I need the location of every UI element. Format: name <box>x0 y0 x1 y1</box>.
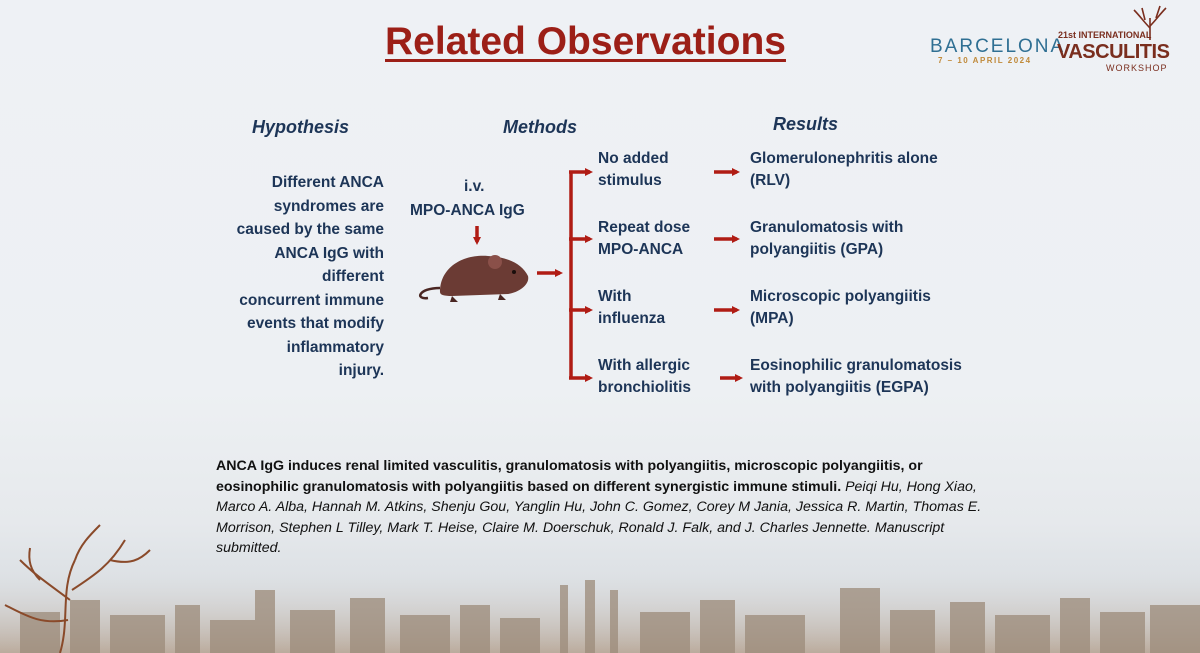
logo-name: VASCULITIS <box>1057 41 1170 63</box>
slide-title: Related Observations <box>385 20 786 63</box>
logo-dates: 7 – 10 APRIL 2024 <box>938 56 1032 65</box>
method-row-3 <box>598 286 665 330</box>
hypothesis-line: syndromes are <box>273 197 384 215</box>
logo-city: BARCELONA <box>930 36 1066 57</box>
result-row-3 <box>750 286 931 330</box>
result-line: polyangiitis (GPA) <box>750 241 884 258</box>
header-methods: Methods <box>503 117 577 137</box>
hypothesis-line: inflammatory <box>286 338 384 356</box>
hypothesis-line: concurrent immune <box>239 291 384 309</box>
logo-sub: WORKSHOP <box>1106 63 1168 73</box>
result-line: Microscopic polyangiitis <box>750 288 931 305</box>
logo-ordinal: 21st INTERNATIONAL <box>1058 30 1152 40</box>
mouse-icon <box>420 255 528 302</box>
hypothesis-line: injury. <box>338 362 384 379</box>
method-row-4 <box>598 355 691 399</box>
hypothesis-line: Different ANCA <box>271 174 384 191</box>
method-line: influenza <box>598 310 666 327</box>
result-line: (RLV) <box>750 172 791 189</box>
hypothesis-line: caused by the same <box>236 221 384 238</box>
hypothesis-line: different <box>322 268 384 285</box>
method-line: With allergic <box>598 357 691 374</box>
result-line: Eosinophilic granulomatosis <box>750 357 962 374</box>
citation <box>216 456 986 559</box>
method-line: With <box>598 288 632 305</box>
method-row-2 <box>598 217 690 261</box>
result-line: Glomerulonephritis alone <box>750 150 938 167</box>
method-line: No added <box>598 150 669 167</box>
hypothesis-line: events that modify <box>247 315 384 332</box>
result-row-4 <box>750 355 962 399</box>
result-line: (MPA) <box>750 310 794 327</box>
citation-authors: Peiqi Hu, Hong Xiao, Marco A. Alba, Hannah M. Atkins, Shenju Gou, Yanglin Hu, John C. Gomez, Corey M Jania, Jessica R. Martin, Thomas E. Morrison, Stephen L Tilley, Mark T. Heise, Claire M. Doerschuk, Ronald J. Falk, and J. Charles Jennette. Manuscript submitted. <box>216 478 982 556</box>
method-agent: MPO-ANCA IgG <box>410 202 525 219</box>
hypothesis-line: ANCA IgG with <box>274 244 384 262</box>
method-line: stimulus <box>598 172 662 189</box>
header-results: Results <box>773 114 839 134</box>
method-line: bronchiolitis <box>598 379 691 396</box>
result-line: with polyangiitis (EGPA) <box>750 379 929 396</box>
header-hypothesis: Hypothesis <box>252 117 350 137</box>
result-row-1 <box>750 148 938 192</box>
method-row-1 <box>598 148 669 192</box>
citation-title: ANCA IgG induces renal limited vasculitis, granulomatosis with polyangiitis, microscopic polyangiitis, or eosinophilic granulomatosis with polyangiitis based on different synergistic immune stimuli. <box>216 458 923 495</box>
method-route: i.v. <box>464 178 485 195</box>
method-line: Repeat dose <box>598 219 691 236</box>
result-row-2 <box>750 217 903 261</box>
result-line: Granulomatosis with <box>750 219 904 236</box>
method-line: MPO-ANCA <box>598 241 684 258</box>
